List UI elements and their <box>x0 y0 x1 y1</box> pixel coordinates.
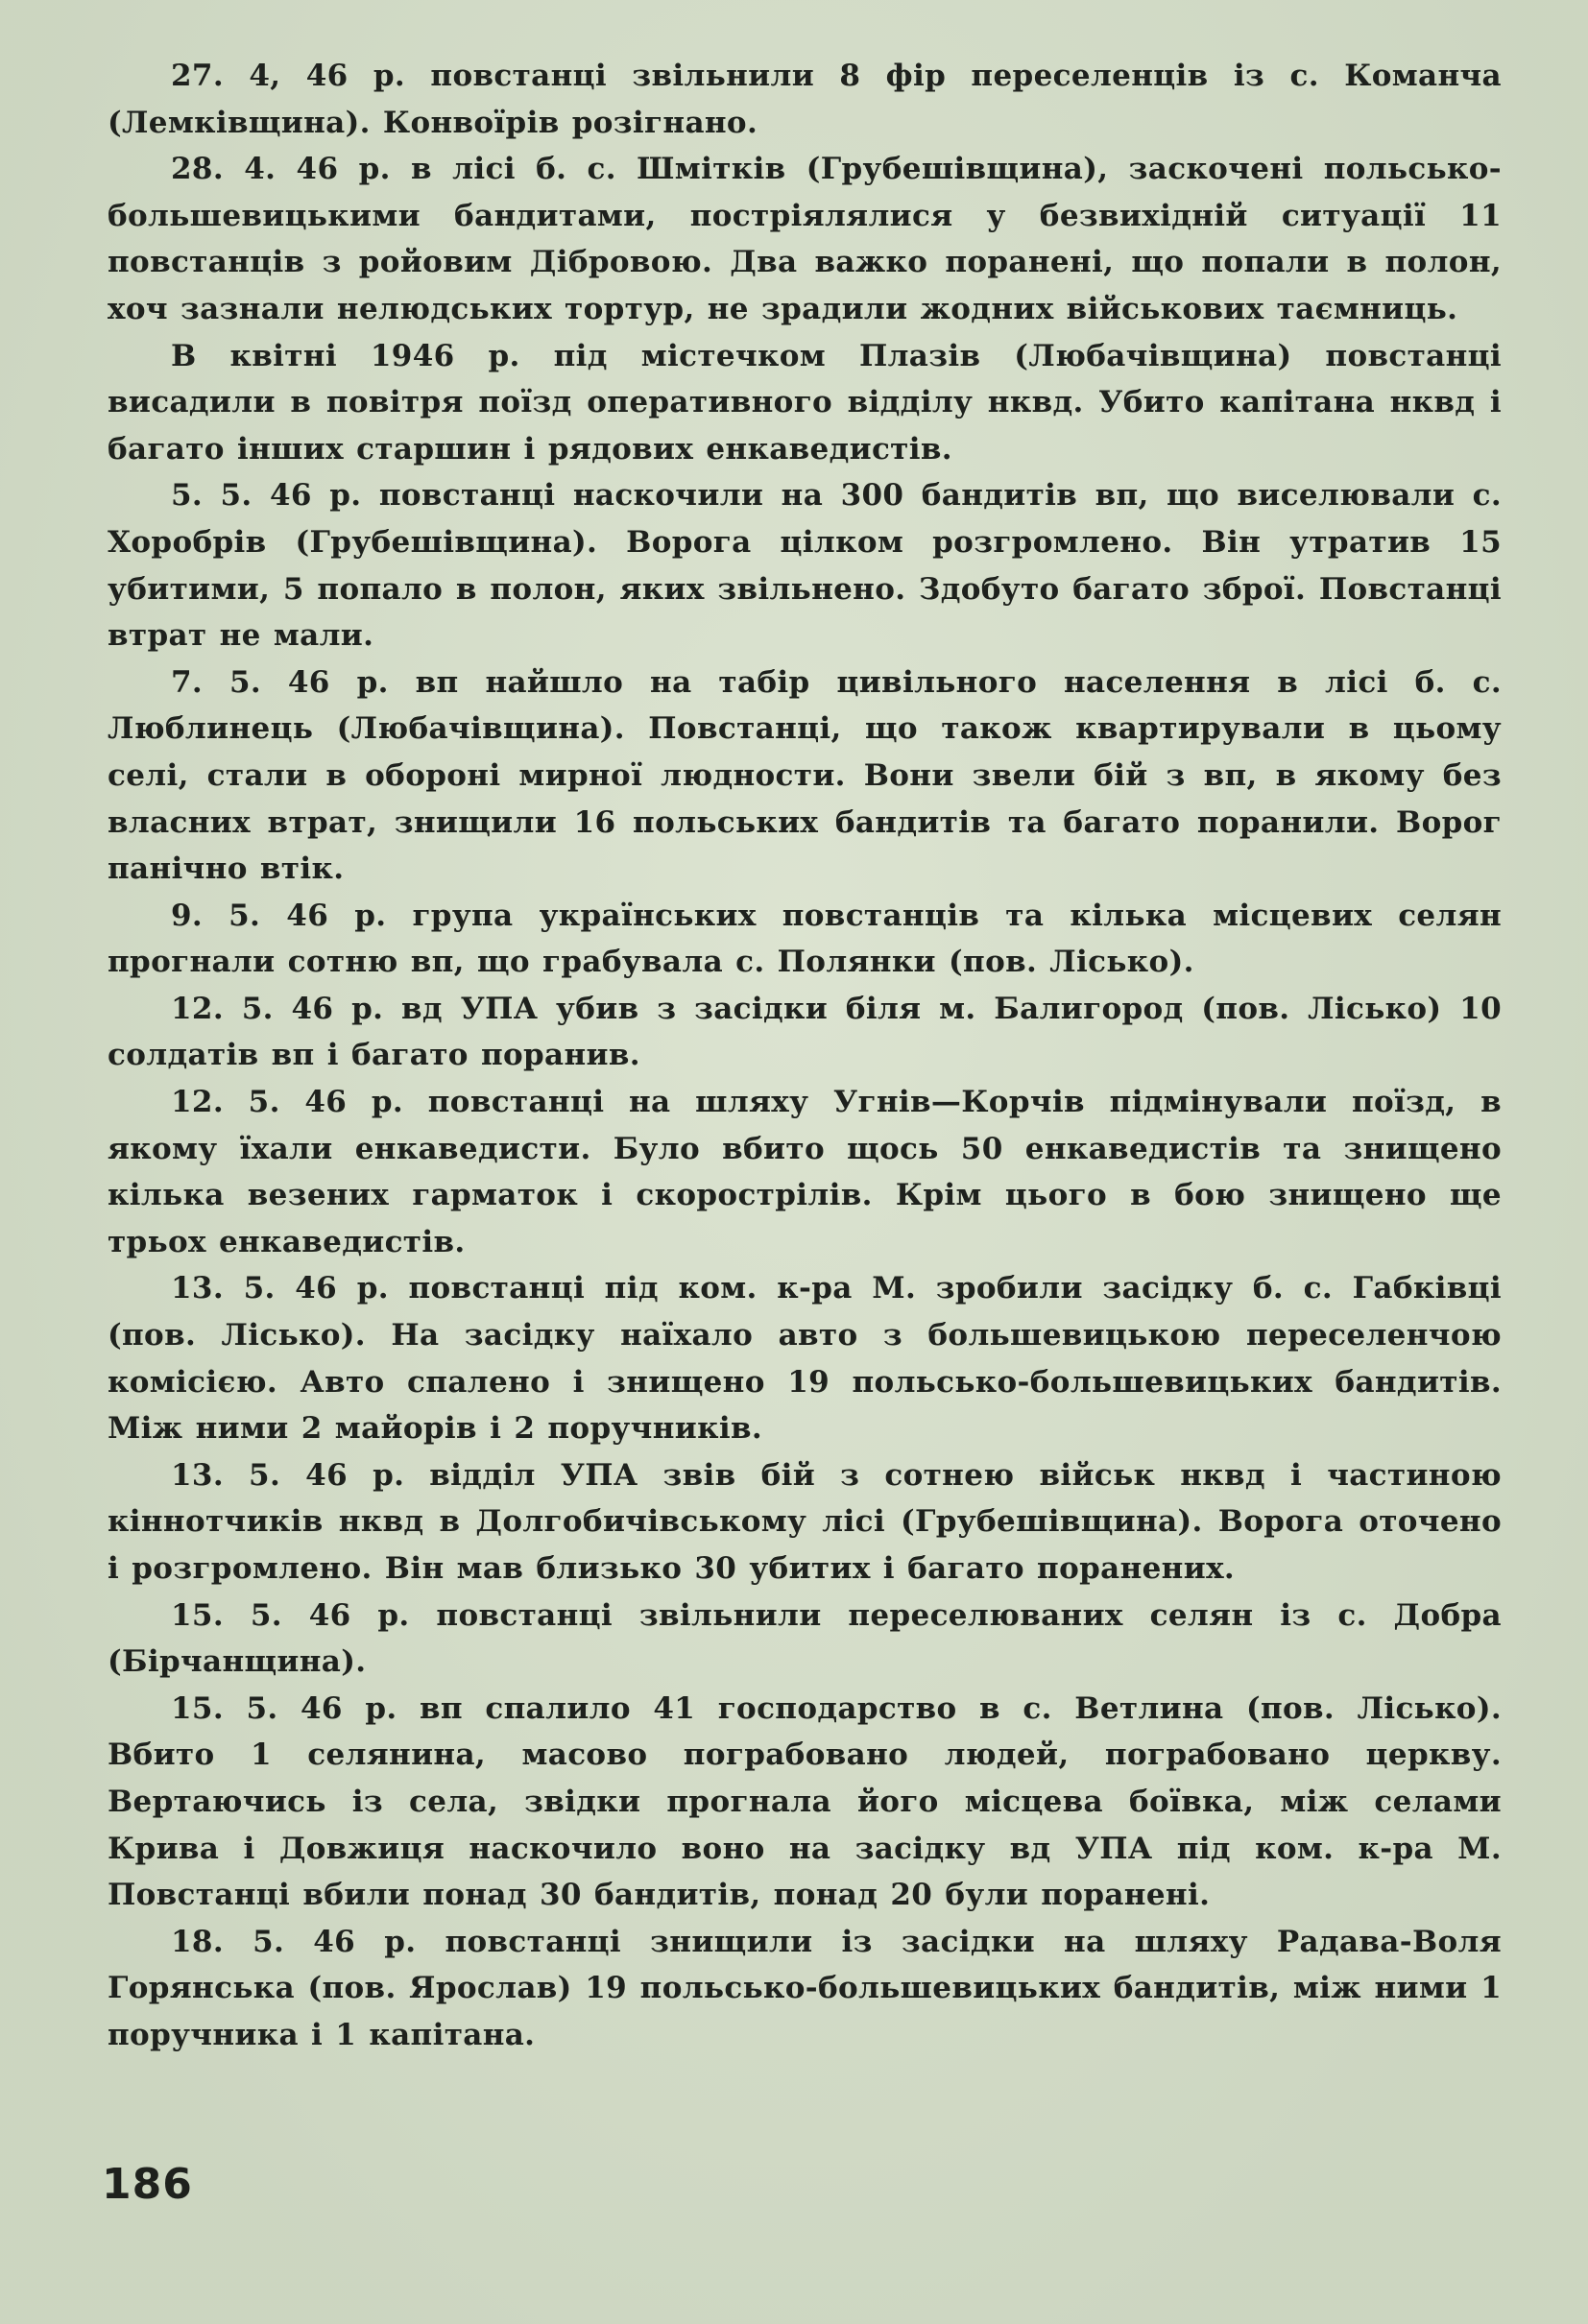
paragraph: 12. 5. 46 р. вд УПА убив з засідки біля м. Балигород (пов. Лісько) 10 солдатів вп і багато поранив. <box>108 991 1502 1073</box>
paragraph: 13. 5. 46 р. повстанці під ком. к-ра М. зробили засідку б. с. Габківці (пов. Лісько). На засідку наїхало авто з большевицькою переселенчою комісією. Авто спалено і знищено 19 польсько-большевицьких бандитів. Між ними 2 майорів і 2 поручників. <box>108 1271 1502 1447</box>
paragraph: 12. 5. 46 р. повстанці на шляху Угнів—Корчів підмінували поїзд, в якому їхали енкаведисти. Було вбито щось 50 енкаведистів та знищено кілька везених гарматок і скорострілів. Крім цього в бою знищено ще трьох енкаведистів. <box>108 1085 1502 1259</box>
paragraph: 15. 5. 46 р. повстанці звільнили переселюваних селян із с. Добра (Бірчанщина). <box>108 1597 1502 1680</box>
paragraph: 18. 5. 46 р. повстанці знищили із засідки на шляху Радава-Воля Горянська (пов. Ярослав) 19 польсько-большевицьких бандитів, між ними 1 поручника і 1 капітана. <box>108 1924 1502 2052</box>
page-number: 186 <box>102 2160 193 2209</box>
paragraph: 28. 4. 46 р. в лісі б. с. Шмітків (Грубешівщина), заскочені польсько-большевицькими бандитами, постріялялися у безвихідній ситуації 11 повстанців з ройовим Дібровою. Два важко поранені, що попали в полон, хоч зазнали нелюдських тортур, не зрадили жодних військових таємниць. <box>108 152 1502 326</box>
paragraph: 27. 4, 46 р. повстанці звільнили 8 фір переселенців із с. Команча (Лемківщина). Конвоїрів розігнано. <box>108 59 1502 140</box>
paragraph: 13. 5. 46 р. відділ УПА звів бій з сотнею військ нквд і частиною кіннотчиків нквд в Долгобичівському лісі (Грубешівщина). Ворога оточено і розгромлено. Він мав близько 30 убитих і багато поранених. <box>108 1457 1502 1586</box>
paragraph: 15. 5. 46 р. вп спалило 41 господарство в с. Ветлина (пов. Лісько). Вбито 1 селянина, масово пограбовано людей, пограбовано церкву. Вертаючись із села, звідки прогнала його місцева боївка, між селами Крива і Довжиця наскочило воно на засідку вд УПА під ком. к-ра М. Повстанці вбили понад 30 бандитів, понад 20 були поранені. <box>108 1690 1502 1913</box>
paragraph: 5. 5. 46 р. повстанці наскочили на 300 бандитів вп, що виселювали с. Хоробрів (Грубешівщина). Ворога цілком розгромлено. Він утратив 15 убитими, 5 попало в полон, яких звільнено. Здобуто багато зброї. Повстанці втрат не мали. <box>108 478 1502 654</box>
paragraph: В квітні 1946 р. під містечком Плазів (Любачівщина) повстанці висадили в повітря поїзд оперативного відділу нквд. Убито капітана нквд і багато інших старшин і рядових енкаведистів. <box>108 338 1502 467</box>
page-body <box>108 53 1502 2059</box>
paragraph: 9. 5. 46 р. група українських повстанців та кілька місцевих селян прогнали сотню вп, що грабувала с. Полянки (пов. Лісько). <box>108 898 1502 980</box>
paragraph: 7. 5. 46 р. вп найшло на табір цивільного населення в лісі б. с. Люблинець (Любачівщина). Повстанці, що також квартирували в цьому селі, стали в обороні мирної людности. Вони звели бій з вп, в якому без власних втрат, знищили 16 польських бандитів та багато поранили. Ворог панічно втік. <box>108 664 1502 887</box>
